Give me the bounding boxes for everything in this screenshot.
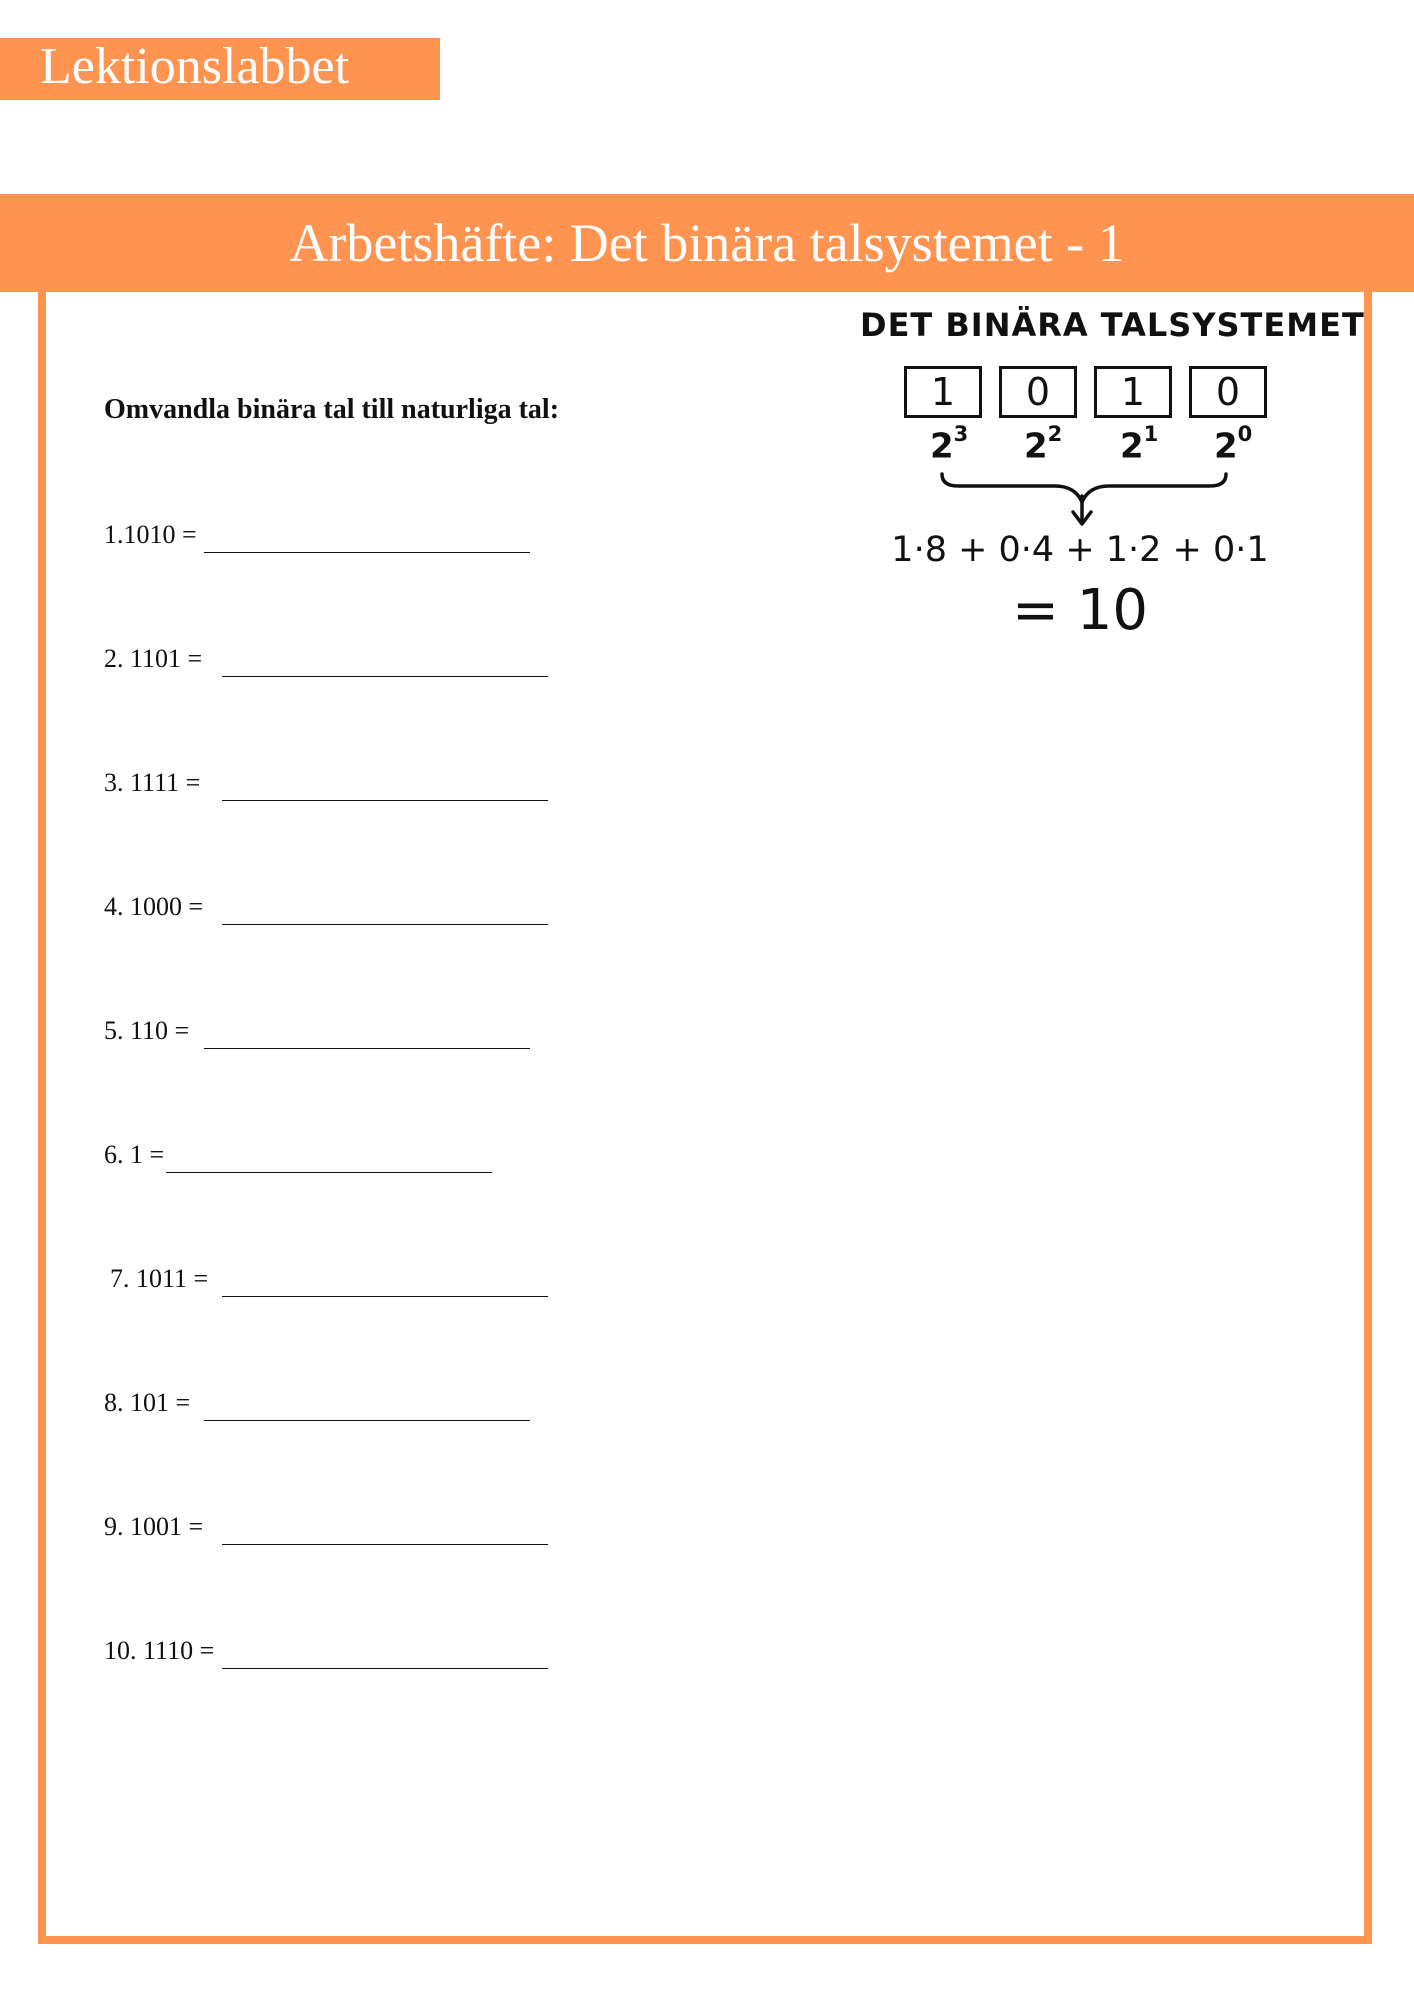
question-8-label: 8. 101 = bbox=[104, 1388, 191, 1417]
question-5-label: 5. 110 = bbox=[104, 1016, 190, 1045]
question-5-answer-line[interactable] bbox=[204, 1048, 530, 1049]
question-9-answer-line[interactable] bbox=[222, 1544, 548, 1545]
question-1-answer-line[interactable] bbox=[204, 552, 530, 553]
bit-box-2: 0 bbox=[999, 366, 1077, 418]
power-label-1: $2^3$ bbox=[930, 422, 969, 467]
instruction-text: Omvandla binära tal till naturliga tal: bbox=[104, 394, 560, 425]
question-3-label: 3. 1111 = bbox=[104, 768, 201, 797]
conversion-result: = 10 bbox=[1012, 578, 1148, 643]
power-label-4: $2^0$ bbox=[1214, 422, 1253, 467]
bit-box-3: 1 bbox=[1094, 366, 1172, 418]
worksheet-title: Arbetshäfte: Det binära talsystemet - 1 bbox=[289, 213, 1125, 273]
question-7-label: 7. 1011 = bbox=[110, 1264, 209, 1293]
power-label-2: $2^2$ bbox=[1024, 422, 1063, 467]
question-6-label: 6. 1 = bbox=[104, 1140, 165, 1169]
question-7-answer-line[interactable] bbox=[222, 1296, 548, 1297]
question-4-answer-line[interactable] bbox=[222, 924, 548, 925]
curly-brace-icon bbox=[930, 466, 1240, 536]
question-4-label: 4. 1000 = bbox=[104, 892, 204, 921]
question-10-answer-line[interactable] bbox=[222, 1668, 548, 1669]
question-10-label: 10. 1110 = bbox=[104, 1636, 215, 1665]
question-2-answer-line[interactable] bbox=[222, 676, 548, 677]
bit-box-4: 0 bbox=[1189, 366, 1267, 418]
question-3-answer-line[interactable] bbox=[222, 800, 548, 801]
question-8-answer-line[interactable] bbox=[204, 1420, 530, 1421]
conversion-formula: 1·8 + 0·4 + 1·2 + 0·1 bbox=[891, 530, 1269, 570]
question-2-label: 2. 1101 = bbox=[104, 644, 203, 673]
brand-name: Lektionslabbet bbox=[40, 38, 350, 95]
bit-box-1: 1 bbox=[904, 366, 982, 418]
question-6-answer-line[interactable] bbox=[166, 1172, 492, 1173]
diagram-title: DET BINÄRA TALSYSTEMET bbox=[860, 306, 1365, 344]
question-9-label: 9. 1001 = bbox=[104, 1512, 204, 1541]
question-1-label: 1.1010 = bbox=[104, 520, 197, 549]
power-label-3: $2^1$ bbox=[1120, 422, 1159, 467]
